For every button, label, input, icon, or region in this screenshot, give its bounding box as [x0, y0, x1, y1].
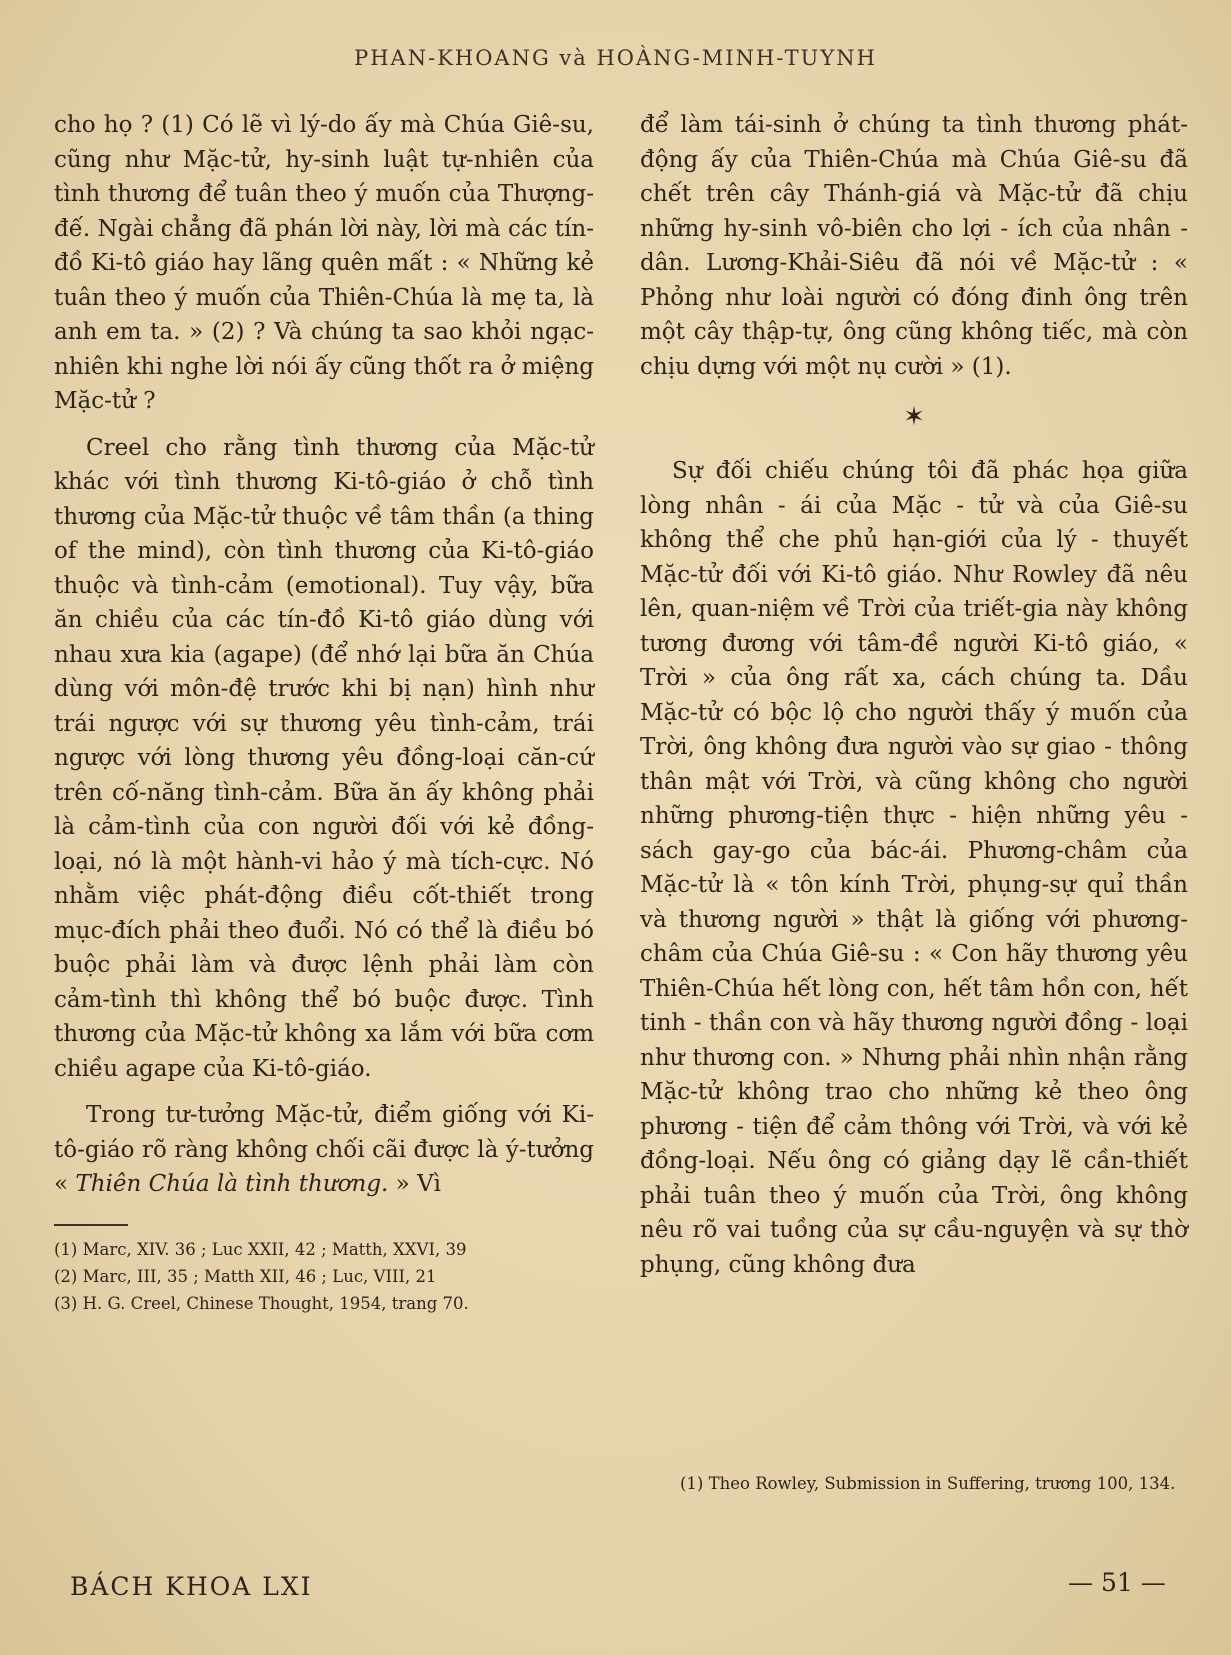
running-title: PHAN-KHOANG và HOÀNG-MINH-TUYNH [354, 46, 877, 70]
italic-quote: Thiên Chúa là tình thương. [75, 1171, 389, 1197]
footnotes [640, 1470, 1188, 1497]
paragraph-text: » Vì [388, 1171, 442, 1197]
paragraph: cho họ ? (1) Có lẽ vì lý-do ấy mà Chúa Giê-su, cũng như Mặc-tử, hy-sinh luật tự-nhiên của tình thương để tuân theo ý muốn của Thượng-đế. Ngài chẳng đã phán lời này, lời mà các tín-đồ Ki-tô giáo hay lãng quên mất : « Những kẻ tuân theo ý muốn của Thiên-Chúa là mẹ ta, là anh em ta. » (2) ? Và chúng ta sao khỏi ngạc-nhiên khi nghe lời nói ấy cũng thốt ra ở miệng Mặc-tử ? [54, 112, 594, 414]
page-number: — 51 — [1068, 1568, 1166, 1597]
footnote: (2) Marc, III, 35 ; Matth XII, 46 ; Luc, VIII, 21 [54, 1266, 437, 1286]
paragraph: Sự đối chiếu chúng tôi đã phác họa giữa lòng nhân - ái của Mặc - tử và của Giê-su không thể che phủ hạn-giới của lý - thuyết Mặc-tử đối với Ki-tô giáo. Như Rowley đã nêu lên, quan-niệm về Trời của triết-gia này không tương đương với tâm-đề người Ki-tô giáo, « Trời » của ông rất xa, cách chúng ta. Dầu Mặc-tử có bộc lộ cho người thấy ý muốn của Trời, ông không đưa người vào sự giao - thông thân mật với Trời, và cũng không cho người những phương-tiện thực - hiện những yêu - sách gay-go của bác-ái. Phương-châm của Mặc-tử là « tôn kính Trời, phụng-sự quỉ thần và thương người » thật là giống với phương-châm của Chúa Giê-su : « Con hãy thương yêu Thiên-Chúa hết lòng con, hết tâm hồn con, hết tinh - thần con và hãy thương người đồng - loại như thương con. » Nhưng phải nhìn nhận rằng Mặc-tử không trao cho những kẻ theo ông phương - tiện để cảm thông với Trời, và với kẻ đồng-loại. Nếu ông có giảng dạy lẽ cần-thiết phải tuân theo ý muốn của Trời, ông không nêu rõ vai tuồng của sự cầu-nguyện và sự thờ phụng, cũng không đưa [640, 458, 1188, 1278]
paragraph: để làm tái-sinh ở chúng ta tình thương phát-động ấy của Thiên-Chúa mà Chúa Giê-su đã chết trên cây Thánh-giá và Mặc-tử đã chịu những hy-sinh vô-biên cho lợi - ích của nhân - dân. Lương-Khải-Siêu đã nói về Mặc-tử : « Phỏng như loài người có đóng đinh ông trên một cây thập-tự, ông cũng không tiếc, mà còn chịu dựng với một nụ cười » (1). [640, 112, 1188, 380]
magazine-title: BÁCH KHOA LXI [70, 1572, 313, 1601]
footnote: (1) Theo Rowley, Submission in Suffering, trương 100, 134. [680, 1474, 1176, 1493]
footnote: (3) H. G. Creel, Chinese Thought, 1954, trang 70. [54, 1293, 469, 1313]
paragraph [54, 1098, 594, 1202]
footnotes [54, 1236, 594, 1317]
right-column [640, 108, 1188, 1282]
footnote: (1) Marc, XIV. 36 ; Luc XXII, 42 ; Matth, XXVI, 39 [54, 1239, 467, 1259]
paragraph-text: Trong tư-tưởng Mặc-tử, điểm giống với Ki-tô-giáo rõ ràng không chối cãi được là ý-tưởng « [54, 1102, 594, 1197]
left-column [54, 108, 594, 1317]
paragraph: Creel cho rằng tình thương của Mặc-tử khác với tình thương Ki-tô-giáo ở chỗ tình thương của Mặc-tử thuộc về tâm thần (a thing of the mind), còn tình thương của Ki-tô-giáo thuộc và tình-cảm (emotional). Tuy vậy, bữa ăn chiều của các tín-đồ Ki-tô giáo dùng với nhau xưa kia (agape) (để nhớ lại bữa ăn Chúa dùng với môn-đệ trước khi bị nạn) hình như trái ngược với sự thương yêu tình-cảm, trái ngược với lòng thương yêu đồng-loại căn-cứ trên cố-năng tình-cảm. Bữa ăn ấy không phải là cảm-tình của con người đối với kẻ đồng-loại, nó là một hành-vi hảo ý mà tích-cực. Nó nhằm việc phát-động điều cốt-thiết trong mục-đích phải theo đuổi. Nó có thể là điều bó buộc phải làm và được lệnh phải làm còn cảm-tình thì không thể bó buộc được. Tình thương của Mặc-tử không xa lắm với bữa cơm chiều agape của Ki-tô-giáo. [54, 434, 594, 1082]
footnote-divider [54, 1224, 128, 1226]
section-separator-icon: ✶ [903, 402, 925, 432]
